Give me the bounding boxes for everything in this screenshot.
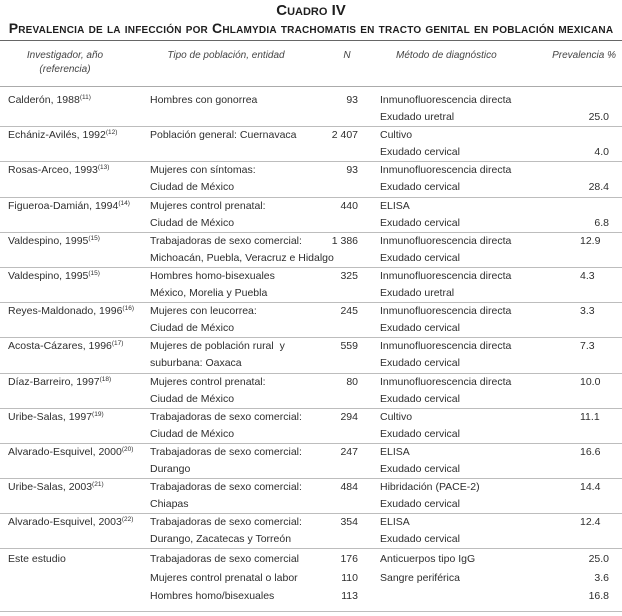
table-row xyxy=(0,513,622,548)
cell-poblacion: Trabajadoras de sexo comercial: xyxy=(150,516,302,529)
cell-metodo: Exudado cervical xyxy=(380,322,460,335)
title-rule xyxy=(0,40,622,41)
table-row xyxy=(0,161,622,196)
cell-investigador xyxy=(8,514,148,531)
header-investigador xyxy=(6,49,124,77)
row-line xyxy=(0,303,622,320)
cell-metodo: ELISA xyxy=(380,516,410,529)
table-row xyxy=(0,408,622,443)
table-row xyxy=(0,373,622,408)
investigador-name: Este estudio xyxy=(8,553,66,566)
cell-investigador xyxy=(8,338,148,355)
cell-metodo: Exudado cervical xyxy=(380,498,460,511)
reference-number: (11) xyxy=(79,94,91,101)
row-line xyxy=(0,587,622,605)
cell-metodo: Exudado cervical xyxy=(380,216,460,229)
cell-prevalencia: 16.8 xyxy=(588,590,609,603)
cell-poblacion: Hombres homo/bisexuales xyxy=(150,590,275,603)
cell-poblacion: Mujeres con síntomas: xyxy=(150,164,256,177)
table-body xyxy=(0,87,622,612)
investigador-name: Uribe-Salas, 1997 xyxy=(8,410,93,423)
investigador-name: Reyes-Maldonado, 1996 xyxy=(8,305,123,318)
table-subtitle: Prevalencia de la infección por Chlamydia trachomatis en tracto genital en población mexicana xyxy=(8,20,614,36)
cell-prevalencia: 3.6 xyxy=(594,571,609,584)
cell-prevalencia: 3.3 xyxy=(580,305,595,318)
header-investigador-label: Investigador, año xyxy=(26,50,104,61)
prevalence-table xyxy=(0,42,622,612)
reference-number: (16) xyxy=(122,305,134,313)
row-line xyxy=(0,426,622,443)
cell-poblacion: Trabajadoras de sexo comercial: xyxy=(150,234,302,247)
cell-prevalencia: 12.9 xyxy=(580,234,601,247)
cell-poblacion: Ciudad de México xyxy=(150,322,235,335)
row-line xyxy=(0,215,622,232)
reference-number: (15) xyxy=(88,234,100,242)
cell-n: 354 xyxy=(340,516,358,529)
cell-n: 559 xyxy=(340,340,358,353)
cell-n: 484 xyxy=(340,481,358,494)
cell-investigador xyxy=(8,127,148,144)
cell-investigador xyxy=(8,198,148,215)
cell-poblacion: Trabajadoras de sexo comercial xyxy=(150,553,300,566)
investigador-name: Díaz-Barreiro, 1997 xyxy=(8,375,100,388)
cell-metodo: ELISA xyxy=(380,445,410,458)
reference-number: (13) xyxy=(97,164,110,172)
row-line xyxy=(0,550,622,568)
cell-prevalencia: 6.8 xyxy=(594,216,609,229)
cell-metodo: Cultivo xyxy=(380,410,413,423)
cell-n: 1 386 xyxy=(331,234,358,247)
row-line xyxy=(0,250,622,267)
cell-poblacion: Mujeres control prenatal: xyxy=(150,375,266,388)
cell-n: 113 xyxy=(341,590,358,603)
cell-investigador xyxy=(8,479,148,496)
cell-metodo: Cultivo xyxy=(380,129,413,142)
investigador-name: Uribe-Salas, 2003 xyxy=(8,481,93,494)
investigador-name: Rosas-Arceo, 1993 xyxy=(8,164,98,177)
cell-poblacion: Hombres con gonorrea xyxy=(150,94,258,106)
table-row xyxy=(0,232,622,267)
cell-metodo: Inmunofluorescencia directa xyxy=(380,269,512,282)
row-line xyxy=(0,496,622,513)
reference-number: (20) xyxy=(121,445,134,453)
cell-n: 93 xyxy=(346,164,358,177)
cell-poblacion: suburbana: Oaxaca xyxy=(150,357,242,370)
investigador-name: Alvarado-Esquivel, 2000 xyxy=(8,445,122,458)
reference-number: (18) xyxy=(99,375,112,383)
cell-poblacion: Población general: Cuernavaca xyxy=(150,129,297,142)
row-line xyxy=(0,233,622,250)
row-line xyxy=(0,179,622,196)
reference-number: (12) xyxy=(105,129,118,137)
cell-metodo: Inmunofluorescencia directa xyxy=(380,340,512,353)
header-prevalencia: Prevalencia % xyxy=(552,50,616,61)
cell-metodo: Exudado cervical xyxy=(380,427,460,440)
row-line xyxy=(0,479,622,496)
cell-poblacion: Durango, Zacatecas y Torreón xyxy=(150,533,292,546)
cell-metodo: Exudado cervical xyxy=(380,462,460,475)
cell-prevalencia: 12.4 xyxy=(580,516,601,529)
cell-metodo: Inmunofluorescencia directa xyxy=(380,305,512,318)
cell-poblacion: Durango xyxy=(150,462,191,475)
cell-prevalencia: 11.1 xyxy=(580,410,600,423)
cell-poblacion: Mujeres de población rural y xyxy=(150,340,285,353)
cell-metodo: Sangre periférica xyxy=(380,571,460,584)
cell-n: 440 xyxy=(340,199,358,212)
cell-poblacion: Trabajadoras de sexo comercial: xyxy=(150,481,302,494)
row-line xyxy=(0,92,622,109)
cell-metodo: Exudado cervical xyxy=(380,357,460,370)
table-row xyxy=(0,478,622,513)
cell-n: 2 407 xyxy=(331,129,358,142)
header-poblacion: Tipo de población, entidad xyxy=(167,50,285,61)
investigador-name: Valdespino, 1995 xyxy=(8,269,89,282)
cell-investigador xyxy=(8,550,148,568)
reference-number: (17) xyxy=(111,340,124,348)
cell-n: 93 xyxy=(346,94,358,106)
table-header xyxy=(0,42,622,87)
cell-prevalencia: 28.4 xyxy=(588,181,609,194)
reference-number: (14) xyxy=(118,199,130,207)
cell-prevalencia: 25.0 xyxy=(588,553,609,566)
cell-investigador xyxy=(8,444,148,461)
cell-metodo: ELISA xyxy=(380,199,410,212)
row-line xyxy=(0,355,622,372)
cell-metodo: Exudado cervical xyxy=(380,533,460,546)
table-row xyxy=(0,267,622,302)
cell-metodo: Inmunofluorescencia directa xyxy=(380,234,512,247)
cell-prevalencia: 14.4 xyxy=(580,481,601,494)
cell-metodo: Inmunofluorescencia directa xyxy=(380,164,512,177)
table-row xyxy=(0,197,622,232)
row-line xyxy=(0,162,622,179)
cell-poblacion: Ciudad de México xyxy=(150,181,235,194)
row-line xyxy=(0,268,622,285)
table-row xyxy=(0,302,622,337)
row-line xyxy=(0,198,622,215)
cell-prevalencia: 7.3 xyxy=(580,340,595,353)
cell-n: 294 xyxy=(340,410,358,423)
header-n: N xyxy=(343,50,351,61)
cell-investigador xyxy=(8,409,148,426)
cell-poblacion: Trabajadoras de sexo comercial: xyxy=(150,445,302,458)
cell-n: 245 xyxy=(340,305,358,318)
cell-n: 110 xyxy=(341,571,358,584)
cell-poblacion: Mujeres con leucorrea: xyxy=(150,305,257,318)
cell-poblacion: Chiapas xyxy=(150,498,189,511)
cell-poblacion: Ciudad de México xyxy=(150,427,235,440)
cell-n: 80 xyxy=(346,375,358,388)
cell-n: 176 xyxy=(340,553,358,566)
row-line xyxy=(0,391,622,408)
cell-prevalencia: 4.3 xyxy=(580,269,595,282)
cell-prevalencia: 16.6 xyxy=(580,445,601,458)
cell-poblacion: México, Morelia y Puebla xyxy=(150,287,268,300)
row-line xyxy=(0,569,622,587)
row-line xyxy=(0,461,622,478)
cell-poblacion: Mujeres control prenatal o labor xyxy=(150,571,298,584)
cell-investigador xyxy=(8,233,148,250)
row-line xyxy=(0,514,622,531)
investigador-name: Echániz-Avilés, 1992 xyxy=(8,129,106,142)
cell-metodo: Exudado cervical xyxy=(380,181,460,194)
cell-investigador xyxy=(8,268,148,285)
table-title: Cuadro IV xyxy=(276,2,346,19)
row-line xyxy=(0,109,622,126)
cell-metodo: Hibridación (PACE-2) xyxy=(380,481,480,494)
investigador-name: Valdespino, 1995 xyxy=(8,234,89,247)
cell-n: 247 xyxy=(340,445,358,458)
row-line xyxy=(0,285,622,302)
row-line xyxy=(0,531,622,548)
reference-number: (19) xyxy=(92,410,104,418)
cell-prevalencia: 25.0 xyxy=(588,111,609,124)
cell-investigador xyxy=(8,162,148,179)
reference-number: (22) xyxy=(121,516,134,524)
header-referencia-label: (referencia) xyxy=(39,64,91,75)
cell-poblacion: Hombres homo-bisexuales xyxy=(150,269,275,282)
cell-poblacion: Ciudad de México xyxy=(150,216,235,229)
cell-metodo: Inmunofluorescencia directa xyxy=(380,94,512,106)
cell-investigador xyxy=(8,303,148,320)
table-row xyxy=(0,337,622,372)
row-line xyxy=(0,338,622,355)
row-line xyxy=(0,409,622,426)
cell-metodo: Inmunofluorescencia directa xyxy=(380,375,512,388)
cell-poblacion: Mujeres control prenatal: xyxy=(150,199,266,212)
reference-number: (15) xyxy=(88,269,100,277)
table-row xyxy=(0,443,622,478)
cell-investigador xyxy=(8,92,148,109)
row-line xyxy=(0,374,622,391)
table-row xyxy=(0,126,622,161)
cell-metodo: Exudado cervical xyxy=(380,392,460,405)
investigador-name: Calderón, 1988 xyxy=(8,94,80,106)
row-line xyxy=(0,144,622,161)
cell-n: 325 xyxy=(340,269,358,282)
cell-investigador xyxy=(8,374,148,391)
investigador-name: Alvarado-Esquivel, 2003 xyxy=(8,516,122,529)
row-line xyxy=(0,127,622,144)
cell-metodo: Exudado uretral xyxy=(380,111,455,124)
row-line xyxy=(0,444,622,461)
cell-prevalencia: 10.0 xyxy=(580,375,601,388)
cell-poblacion: Michoacán, Puebla, Veracruz e Hidalgo xyxy=(150,251,334,264)
reference-number: (21) xyxy=(92,481,104,489)
cell-metodo: Exudado uretral xyxy=(380,287,455,300)
cell-poblacion: Trabajadoras de sexo comercial: xyxy=(150,410,302,423)
investigador-name: Acosta-Cázares, 1996 xyxy=(8,340,112,353)
cell-metodo: Anticuerpos tipo IgG xyxy=(380,553,476,566)
investigador-name: Figueroa-Damián, 1994 xyxy=(8,199,119,212)
cell-poblacion: Ciudad de México xyxy=(150,392,235,405)
cell-metodo: Exudado cervical xyxy=(380,146,460,159)
table-row xyxy=(0,548,622,612)
cell-metodo: Exudado cervical xyxy=(380,251,460,264)
row-line xyxy=(0,320,622,337)
header-metodo: Método de diagnóstico xyxy=(396,50,497,61)
table-row xyxy=(0,87,622,126)
cell-prevalencia: 4.0 xyxy=(594,146,609,159)
